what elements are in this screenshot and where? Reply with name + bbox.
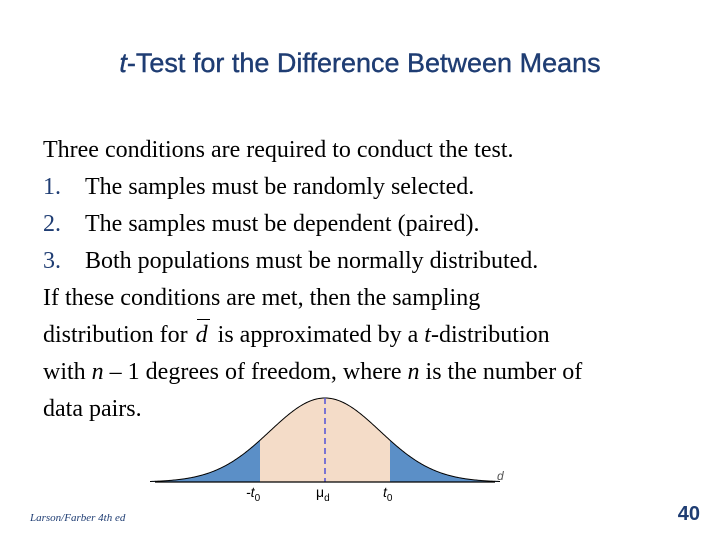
condition-text: Both populations must be normally distributed. bbox=[85, 248, 539, 274]
neg-t-text: -t bbox=[246, 484, 255, 500]
t0-label bbox=[383, 484, 392, 504]
condition-number: 1. bbox=[43, 174, 61, 200]
t-symbol: t bbox=[424, 322, 431, 348]
para-text: is the number of bbox=[425, 359, 583, 385]
para-text: – 1 degrees of freedom, where bbox=[109, 359, 402, 385]
slide-body bbox=[43, 132, 703, 428]
condition-text: The samples must be randomly selected. bbox=[85, 174, 475, 200]
n-symbol: n bbox=[407, 359, 420, 385]
right-tail-area bbox=[390, 440, 500, 482]
d-bar-symbol: d bbox=[196, 317, 208, 354]
title-italic-t: t bbox=[119, 48, 127, 78]
mu-sub: d bbox=[324, 492, 330, 504]
t-sub: 0 bbox=[386, 492, 393, 504]
neg-t-sub: 0 bbox=[254, 492, 261, 504]
condition-item bbox=[43, 243, 703, 280]
intro-line: Three conditions are required to conduct the test. bbox=[43, 137, 514, 163]
footer-citation: Larson/Farber 4th ed bbox=[30, 512, 126, 524]
condition-item bbox=[43, 169, 703, 206]
paragraph-line-4: data pairs. bbox=[43, 396, 142, 422]
mu-text: μ bbox=[316, 484, 325, 500]
title-text: -Test for the Difference Between Means bbox=[126, 48, 601, 78]
para-text: distribution for bbox=[43, 322, 188, 348]
condition-number: 2. bbox=[43, 211, 61, 237]
paragraph-line-2 bbox=[43, 317, 703, 354]
mu-d-label bbox=[316, 484, 330, 504]
page-number: 40 bbox=[677, 503, 700, 525]
paragraph-line-1: If these conditions are met, then the sampling bbox=[43, 285, 481, 311]
t-distribution-figure bbox=[150, 392, 510, 492]
para-text: is approximated by a bbox=[217, 322, 419, 348]
n-symbol: n bbox=[91, 359, 104, 385]
axis-d-label bbox=[497, 469, 504, 483]
slide-title bbox=[0, 48, 720, 79]
condition-number: 3. bbox=[43, 248, 61, 274]
paragraph-line-3 bbox=[43, 354, 703, 391]
neg-t0-label bbox=[246, 484, 260, 504]
left-tail-area bbox=[150, 440, 260, 482]
axis-d-text: d bbox=[497, 469, 504, 483]
para-text: -distribution bbox=[430, 322, 550, 348]
condition-text: The samples must be dependent (paired). bbox=[85, 211, 480, 237]
para-text: with bbox=[43, 359, 86, 385]
condition-item bbox=[43, 206, 703, 243]
t-text: t bbox=[383, 484, 387, 500]
